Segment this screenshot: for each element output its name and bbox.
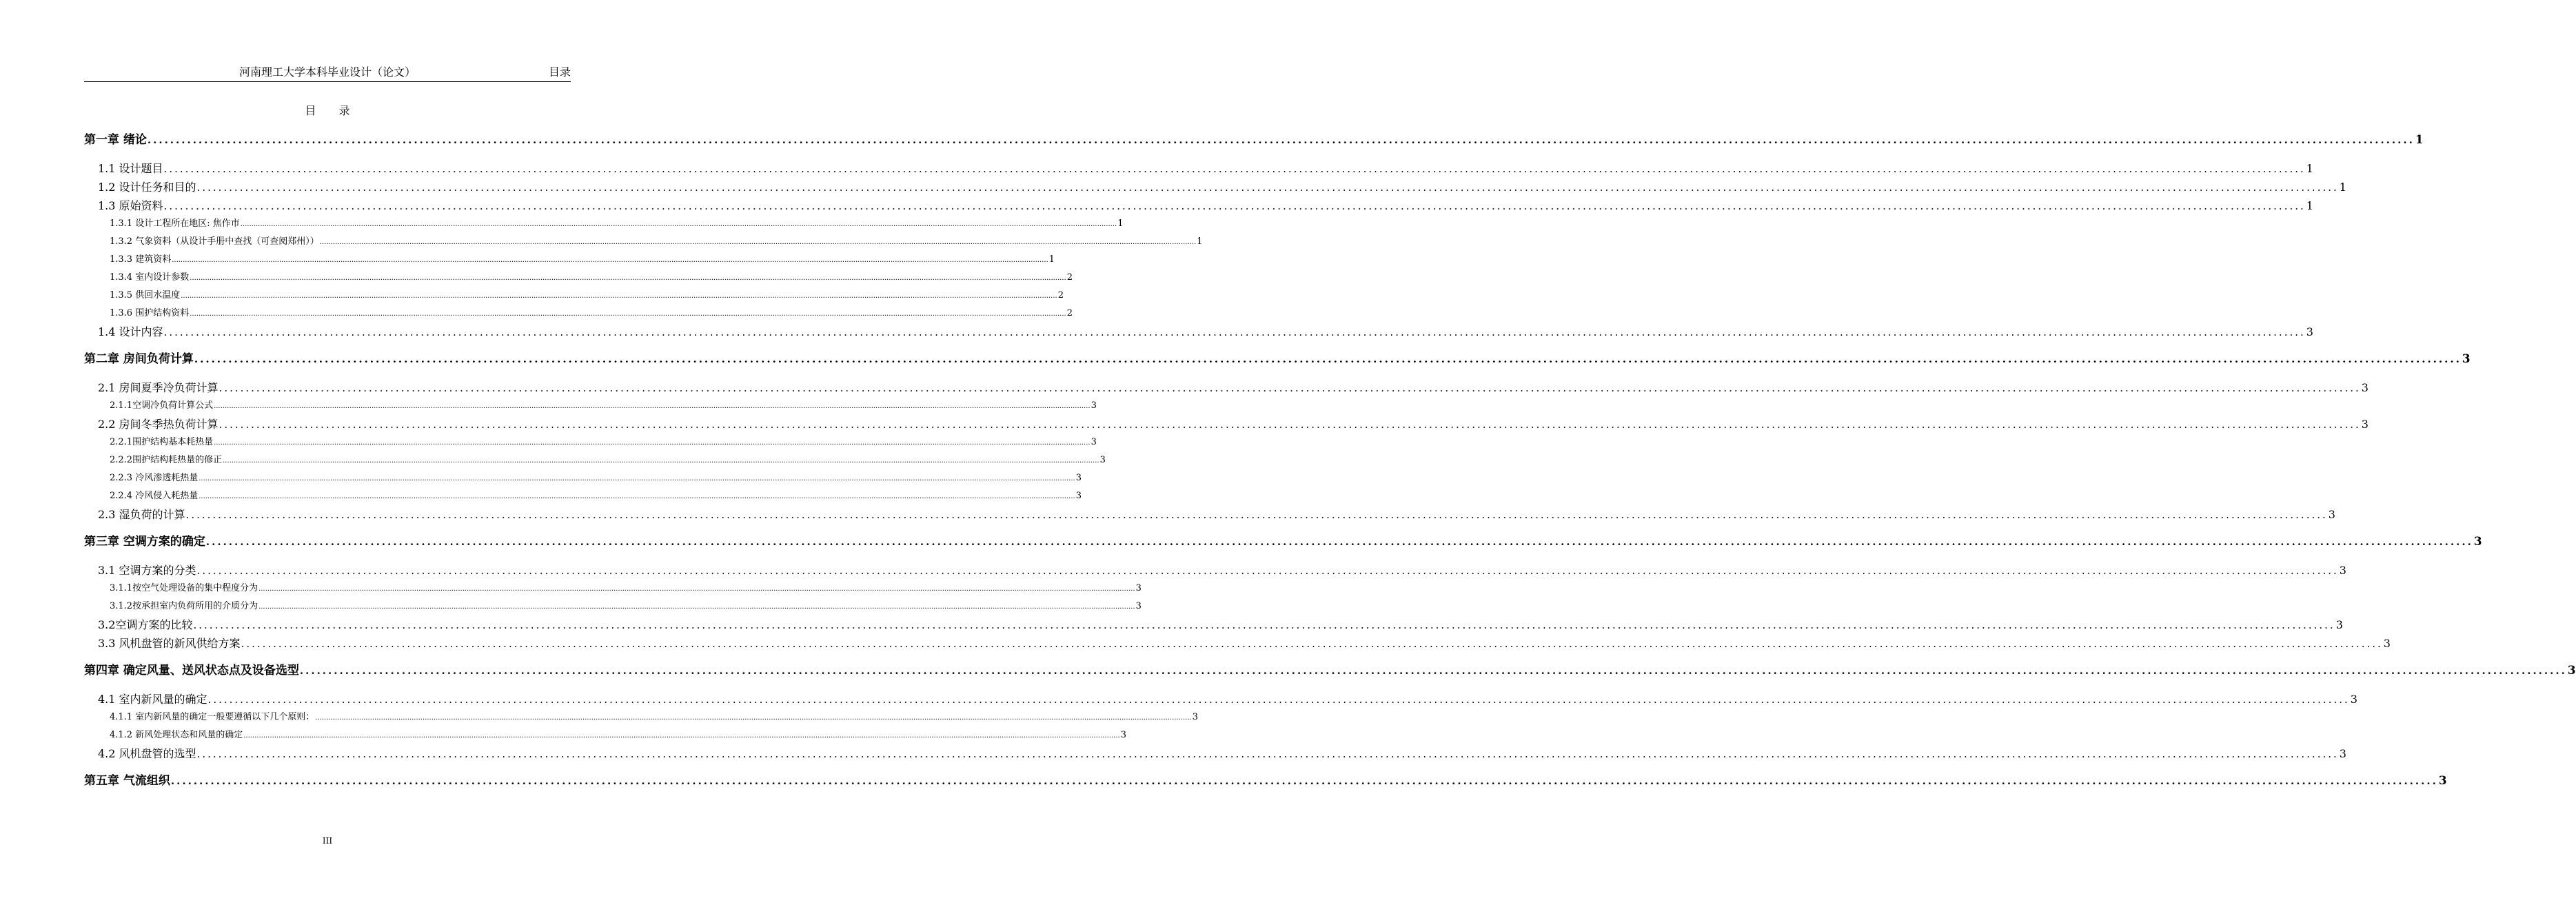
toc-subsection-entry[interactable] xyxy=(84,233,1203,251)
toc-section-entry[interactable] xyxy=(84,690,2357,709)
toc-entry-label: 3.1.1按空气处理设备的集中程度分为 xyxy=(110,583,258,593)
toc-entry-label: 第三章 空调方案的确定 xyxy=(84,535,205,549)
toc-entry-page: 1 xyxy=(2339,181,2346,194)
toc-entry-page: 1 xyxy=(2306,162,2313,175)
toc-entry-page: 3 xyxy=(1091,400,1097,411)
toc-section-entry[interactable] xyxy=(84,415,2369,434)
toc-entry-label: 1.3.2 气象资料（从设计手册中查找（可查阅郑州）） xyxy=(110,236,319,247)
toc-entry-label: 3.2空调方案的比较 xyxy=(98,618,193,631)
toc-subsection-entry[interactable] xyxy=(84,598,1142,615)
toc-chapter-entry[interactable] xyxy=(84,350,2471,369)
toc-entry-label: 1.3.1 设计工程所在地区: 焦作市 xyxy=(110,218,240,229)
toc-dot-leader: ................................................................................................................................................................................................................................................................................................................................................................................................................ xyxy=(190,310,1066,318)
toc-entry-page: 1 xyxy=(2415,133,2424,147)
toc-dot-leader: ................................................................................................................................................................................................................................................................................................................................................................................................................ xyxy=(163,163,2306,175)
toc-dot-leader: ................................................................................................................................................................................................................................................................................................................................................................................................................ xyxy=(219,382,2361,394)
toc-dot-leader: ................................................................................................................................................................................................................................................................................................................................................................................................................ xyxy=(315,714,1192,722)
toc-dot-leader: ................................................................................................................................................................................................................................................................................................................................................................................................................ xyxy=(193,619,2335,631)
toc-dot-leader: ................................................................................................................................................................................................................................................................................................................................................................................................................ xyxy=(172,256,1048,264)
toc-dot-leader: ................................................................................................................................................................................................................................................................................................................................................................................................................ xyxy=(219,418,2361,431)
toc-subsection-entry[interactable] xyxy=(84,251,1055,269)
toc-dot-leader: ................................................................................................................................................................................................................................................................................................................................................................................................................ xyxy=(207,693,2350,706)
toc-entry-label: 3.3 风机盘管的新风供给方案 xyxy=(98,637,241,650)
toc-entry-page: 1 xyxy=(1048,254,1055,265)
toc-chapter-entry[interactable] xyxy=(84,131,2424,150)
toc-entry-page: 3 xyxy=(2350,693,2357,706)
toc-entry-label: 1.4 设计内容 xyxy=(98,325,163,338)
toc-entry-page: 3 xyxy=(1135,583,1142,593)
toc-subsection-entry[interactable] xyxy=(84,580,1142,598)
toc-entry-page: 1 xyxy=(1117,218,1124,229)
toc-entry-label: 4.1.1 室内新风量的确定一般要遵循以下几个原则： xyxy=(110,712,315,722)
toc-entry-label: 1.1 设计题目 xyxy=(98,162,163,175)
toc-section-entry[interactable] xyxy=(84,196,2313,215)
toc-entry-page: 2 xyxy=(1066,272,1073,283)
toc-entry-label: 4.2 风机盘管的选型 xyxy=(98,747,196,760)
toc-dot-leader: ................................................................................................................................................................................................................................................................................................................................................................................................................ xyxy=(299,664,2567,677)
toc-dot-leader: ................................................................................................................................................................................................................................................................................................................................................................................................................ xyxy=(223,457,1099,465)
toc-dot-leader: ................................................................................................................................................................................................................................................................................................................................................................................................................ xyxy=(163,326,2306,338)
toc-entry-page: 3 xyxy=(2328,508,2335,521)
toc-entry-page: 3 xyxy=(2567,664,2576,677)
toc-entry-label: 1.3.3 建筑资料 xyxy=(110,254,172,265)
toc-section-entry[interactable] xyxy=(84,378,2369,397)
toc-dot-leader: ................................................................................................................................................................................................................................................................................................................................................................................................................ xyxy=(205,536,2473,548)
toc-entry-page: 3 xyxy=(2361,381,2369,394)
toc-subsection-entry[interactable] xyxy=(84,726,1126,744)
toc-entry-label: 4.1 室内新风量的确定 xyxy=(98,693,207,706)
toc-entry-page: 2 xyxy=(1057,290,1064,300)
toc-entry-page: 3 xyxy=(2339,564,2346,577)
header-title: 河南理工大学本科毕业设计（论文） xyxy=(239,65,416,79)
toc-dot-leader: ................................................................................................................................................................................................................................................................................................................................................................................................................ xyxy=(243,732,1120,740)
toc-dot-leader: ................................................................................................................................................................................................................................................................................................................................................................................................................ xyxy=(190,274,1066,282)
toc-entry-label: 2.1 房间夏季冷负荷计算 xyxy=(98,381,219,394)
toc-subsection-entry[interactable] xyxy=(84,434,1097,451)
page-header xyxy=(84,65,571,82)
toc-subsection-entry[interactable] xyxy=(84,397,1097,415)
toc-entry-page: 3 xyxy=(1099,455,1106,465)
toc-entry-page: 3 xyxy=(2462,352,2471,366)
toc-subsection-entry[interactable] xyxy=(84,451,1106,469)
toc-subsection-entry[interactable] xyxy=(84,269,1073,287)
toc-entry-label: 第一章 绪论 xyxy=(84,133,147,147)
toc-entry-label: 第二章 房间负荷计算 xyxy=(84,352,194,366)
toc-dot-leader: ................................................................................................................................................................................................................................................................................................................................................................................................................ xyxy=(163,200,2306,212)
toc-entry-label: 2.2.1围护结构基本耗热量 xyxy=(110,437,214,447)
toc-entry-label: 第四章 确定风量、送风状态点及设备选型 xyxy=(84,664,299,677)
toc-dot-leader: ................................................................................................................................................................................................................................................................................................................................................................................................................ xyxy=(147,134,2415,146)
toc-subsection-entry[interactable] xyxy=(84,287,1064,305)
toc-entry-page: 3 xyxy=(2438,774,2447,788)
toc-entry-label: 1.2 设计任务和目的 xyxy=(98,181,196,194)
toc-section-entry[interactable] xyxy=(84,561,2346,580)
toc-entry-label: 1.3 原始资料 xyxy=(98,199,163,212)
toc-entry-page: 3 xyxy=(2306,325,2313,338)
toc-entry-label: 2.2.3 冷风渗透耗热量 xyxy=(110,473,199,483)
toc-entry-label: 4.1.2 新风处理状态和风量的确定 xyxy=(110,730,243,740)
toc-entry-page: 3 xyxy=(1075,473,1082,483)
toc-entry-page: 3 xyxy=(2339,747,2346,760)
toc-dot-leader: ................................................................................................................................................................................................................................................................................................................................................................................................................ xyxy=(196,564,2339,577)
page-number: III xyxy=(322,836,333,846)
toc-dot-leader: ................................................................................................................................................................................................................................................................................................................................................................................................................ xyxy=(199,475,1075,482)
toc-dot-leader: ................................................................................................................................................................................................................................................................................................................................................................................................................ xyxy=(214,402,1091,410)
header-section: 目录 xyxy=(548,65,571,79)
toc-entry-label: 1.3.5 供回水温度 xyxy=(110,290,181,300)
toc-dot-leader: ................................................................................................................................................................................................................................................................................................................................................................................................................ xyxy=(241,638,2383,650)
toc-entry-page: 1 xyxy=(2306,199,2313,212)
toc-dot-leader: ................................................................................................................................................................................................................................................................................................................................................................................................................ xyxy=(240,221,1117,228)
toc-entry-label: 2.3 湿负荷的计算 xyxy=(98,508,185,521)
toc-entry-label: 2.1.1空调冷负荷计算公式 xyxy=(110,400,214,411)
toc-dot-leader: ................................................................................................................................................................................................................................................................................................................................................................................................................ xyxy=(196,181,2339,194)
toc-entry-label: 2.2.4 冷风侵入耗热量 xyxy=(110,491,199,501)
toc-dot-leader: ................................................................................................................................................................................................................................................................................................................................................................................................................ xyxy=(170,775,2438,787)
toc-section-entry[interactable] xyxy=(84,615,2343,634)
toc-entry-page: 1 xyxy=(1197,236,1203,247)
table-of-contents xyxy=(84,131,2576,800)
toc-section-entry[interactable] xyxy=(84,634,2391,653)
toc-title: 目 录 xyxy=(305,104,360,117)
toc-section-entry[interactable] xyxy=(84,744,2346,763)
toc-chapter-entry[interactable] xyxy=(84,533,2482,551)
toc-entry-label: 第五章 气流组织 xyxy=(84,774,170,788)
toc-entry-page: 2 xyxy=(1066,308,1073,318)
toc-entry-page: 3 xyxy=(2335,618,2343,631)
toc-subsection-entry[interactable] xyxy=(84,215,1124,233)
toc-dot-leader: ................................................................................................................................................................................................................................................................................................................................................................................................................ xyxy=(194,353,2462,365)
toc-chapter-entry[interactable] xyxy=(84,662,2576,680)
toc-dot-leader: ................................................................................................................................................................................................................................................................................................................................................................................................................ xyxy=(319,238,1197,246)
toc-dot-leader: ................................................................................................................................................................................................................................................................................................................................................................................................................ xyxy=(214,439,1091,447)
toc-dot-leader: ................................................................................................................................................................................................................................................................................................................................................................................................................ xyxy=(258,603,1135,611)
toc-subsection-entry[interactable] xyxy=(84,469,1082,487)
toc-dot-leader: ................................................................................................................................................................................................................................................................................................................................................................................................................ xyxy=(199,493,1075,500)
toc-entry-label: 2.2.2围护结构耗热量的修正 xyxy=(110,455,223,465)
toc-entry-label: 3.1 空调方案的分类 xyxy=(98,564,196,577)
toc-entry-page: 3 xyxy=(1120,730,1126,740)
toc-dot-leader: ................................................................................................................................................................................................................................................................................................................................................................................................................ xyxy=(181,292,1057,300)
toc-subsection-entry[interactable] xyxy=(84,487,1082,505)
toc-chapter-entry[interactable] xyxy=(84,772,2447,791)
toc-entry-page: 3 xyxy=(2361,418,2369,431)
toc-entry-label: 1.3.6 围护结构资料 xyxy=(110,308,190,318)
toc-dot-leader: ................................................................................................................................................................................................................................................................................................................................................................................................................ xyxy=(185,509,2328,521)
toc-entry-page: 3 xyxy=(1135,601,1142,611)
toc-entry-page: 3 xyxy=(1192,712,1198,722)
toc-subsection-entry[interactable] xyxy=(84,305,1073,323)
toc-dot-leader: ................................................................................................................................................................................................................................................................................................................................................................................................................ xyxy=(196,748,2339,760)
toc-entry-page: 3 xyxy=(1075,491,1082,501)
toc-section-entry[interactable] xyxy=(84,178,2346,196)
toc-section-entry[interactable] xyxy=(84,323,2313,341)
toc-entry-page: 3 xyxy=(2473,535,2482,549)
toc-entry-label: 1.3.4 室内设计参数 xyxy=(110,272,190,283)
toc-entry-page: 3 xyxy=(1091,437,1097,447)
toc-section-entry[interactable] xyxy=(84,159,2313,178)
toc-dot-leader: ................................................................................................................................................................................................................................................................................................................................................................................................................ xyxy=(258,585,1135,593)
toc-section-entry[interactable] xyxy=(84,505,2335,524)
toc-entry-label: 2.2 房间冬季热负荷计算 xyxy=(98,418,219,431)
toc-subsection-entry[interactable] xyxy=(84,709,1198,726)
toc-entry-label: 3.1.2按承担室内负荷所用的介质分为 xyxy=(110,601,258,611)
toc-entry-page: 3 xyxy=(2383,637,2391,650)
